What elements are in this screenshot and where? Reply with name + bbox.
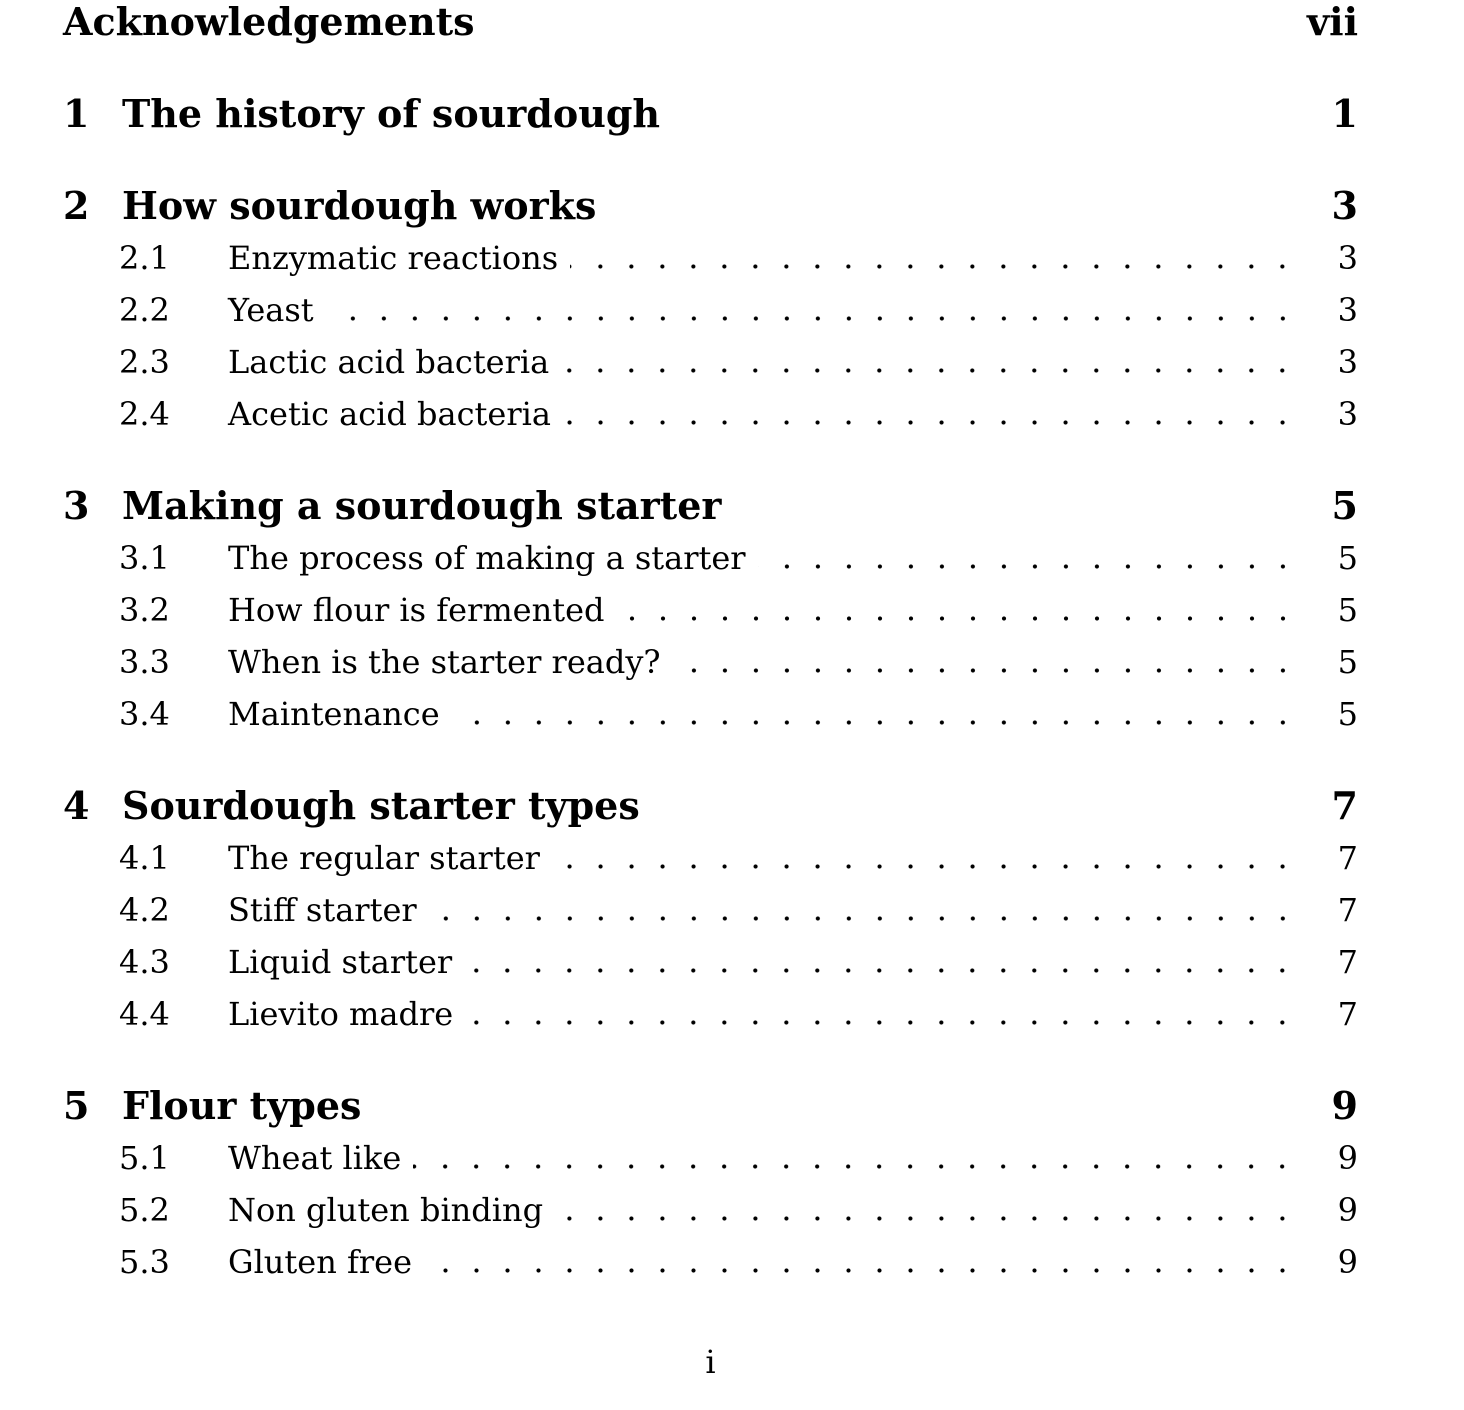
toc-section-entry: [63, 1184, 1358, 1236]
entry-title: Lievito madre: [228, 995, 454, 1033]
entry-number: 3.4: [119, 695, 170, 733]
entry-page-number: 9: [1337, 1243, 1358, 1281]
entry-title: Flour types: [122, 1083, 362, 1128]
entry-page-number: 7: [1337, 839, 1358, 877]
entry-title: Gluten free: [228, 1243, 412, 1281]
entry-title: Making a sourdough starter: [122, 483, 722, 528]
entry-number: 2.4: [119, 395, 170, 433]
entry-number: 2: [63, 183, 90, 228]
entry-number: 2.2: [119, 291, 170, 329]
dot-leader: [452, 688, 1300, 740]
entry-title: Lactic acid bacteria: [228, 343, 550, 381]
entry-number: 5: [63, 1083, 90, 1128]
entry-page-number: 3: [1337, 343, 1358, 381]
footer-page-number: i: [705, 1343, 716, 1381]
dot-leader: [424, 1236, 1300, 1288]
entry-page-number: 3: [1337, 291, 1358, 329]
entry-page-number: 3: [1337, 239, 1358, 277]
entry-title: The regular starter: [228, 839, 540, 877]
toc-section-entry: [63, 584, 1358, 636]
entry-number: 3.1: [119, 539, 170, 577]
toc-chapter-entry: [63, 180, 1358, 232]
entry-number: 4: [63, 783, 90, 828]
toc-chapter-entry: [63, 88, 1358, 140]
entry-page-number: 7: [1331, 783, 1358, 828]
dot-leader: [464, 936, 1300, 988]
toc-section-entry: [63, 884, 1358, 936]
entry-page-number: 9: [1337, 1139, 1358, 1177]
toc-section-entry: [63, 988, 1358, 1040]
entry-title: How flour is fermented: [228, 591, 605, 629]
entry-page-number: 5: [1331, 483, 1358, 528]
entry-number: 4.3: [119, 943, 170, 981]
entry-number: 3.3: [119, 643, 170, 681]
entry-title: Maintenance: [228, 695, 440, 733]
entry-number: 2.1: [119, 239, 170, 277]
entry-title: Stiff starter: [228, 891, 417, 929]
dot-leader: [555, 1184, 1300, 1236]
dot-leader: [413, 1132, 1300, 1184]
entry-page-number: 7: [1337, 943, 1358, 981]
toc-section-entry: [63, 336, 1358, 388]
entry-page-number: 7: [1337, 995, 1358, 1033]
entry-number: 5.3: [119, 1243, 170, 1281]
toc-section-entry: [63, 688, 1358, 740]
entry-title: How sourdough works: [122, 183, 597, 228]
entry-title: The process of making a starter: [228, 539, 746, 577]
entry-page-number: 5: [1337, 643, 1358, 681]
entry-page-number: 5: [1337, 591, 1358, 629]
entry-page-number: 5: [1337, 539, 1358, 577]
toc-section-entry: [63, 1236, 1358, 1288]
entry-number: 3: [63, 483, 90, 528]
dot-leader: [552, 832, 1300, 884]
entry-title: Enzymatic reactions: [228, 239, 559, 277]
dot-leader: [617, 584, 1301, 636]
entry-number: 1: [63, 91, 90, 136]
entry-number: 2.3: [119, 343, 170, 381]
dot-leader: [673, 636, 1300, 688]
entry-title: Non gluten binding: [228, 1191, 544, 1229]
dot-leader: [465, 988, 1300, 1040]
dot-leader: [429, 884, 1300, 936]
toc-section-entry: [63, 1132, 1358, 1184]
toc-chapter-entry: [63, 780, 1358, 832]
entry-page-number: 1: [1331, 91, 1358, 136]
entry-page-number: 7: [1337, 891, 1358, 929]
toc-section-entry: [63, 532, 1358, 584]
dot-leader: [570, 232, 1300, 284]
entry-page-number: vii: [1307, 0, 1358, 44]
toc-section-entry: [63, 232, 1358, 284]
entry-title: When is the starter ready?: [228, 643, 661, 681]
toc-section-entry: [63, 936, 1358, 988]
entry-page-number: 9: [1331, 1083, 1358, 1128]
dot-leader: [561, 336, 1300, 388]
entry-title: The history of sourdough: [122, 91, 661, 136]
toc-section-entry: [63, 388, 1358, 440]
entry-page-number: 9: [1337, 1191, 1358, 1229]
entry-page-number: 5: [1337, 695, 1358, 733]
entry-title: Acetic acid bacteria: [228, 395, 551, 433]
toc-section-entry: [63, 636, 1358, 688]
entry-number: 4.4: [119, 995, 170, 1033]
toc-section-entry: [63, 284, 1358, 336]
entry-title: Wheat like: [228, 1139, 402, 1177]
dot-leader: [563, 388, 1300, 440]
dot-leader: [758, 532, 1300, 584]
entry-number: 5.1: [119, 1139, 170, 1177]
entry-title: Sourdough starter types: [122, 783, 640, 828]
dot-leader: [326, 284, 1300, 336]
entry-page-number: 3: [1337, 395, 1358, 433]
entry-title: Liquid starter: [228, 943, 453, 981]
entry-title: Acknowledgements: [63, 0, 475, 44]
toc-section-entry: [63, 832, 1358, 884]
toc-chapter-entry: [63, 480, 1358, 532]
toc-chapter-entry: [63, 1080, 1358, 1132]
entry-page-number: 3: [1331, 183, 1358, 228]
entry-number: 4.1: [119, 839, 170, 877]
entry-title: Yeast: [228, 291, 314, 329]
toc-frontmatter-entry: [63, 0, 1358, 48]
entry-number: 4.2: [119, 891, 170, 929]
entry-number: 3.2: [119, 591, 170, 629]
entry-number: 5.2: [119, 1191, 170, 1229]
